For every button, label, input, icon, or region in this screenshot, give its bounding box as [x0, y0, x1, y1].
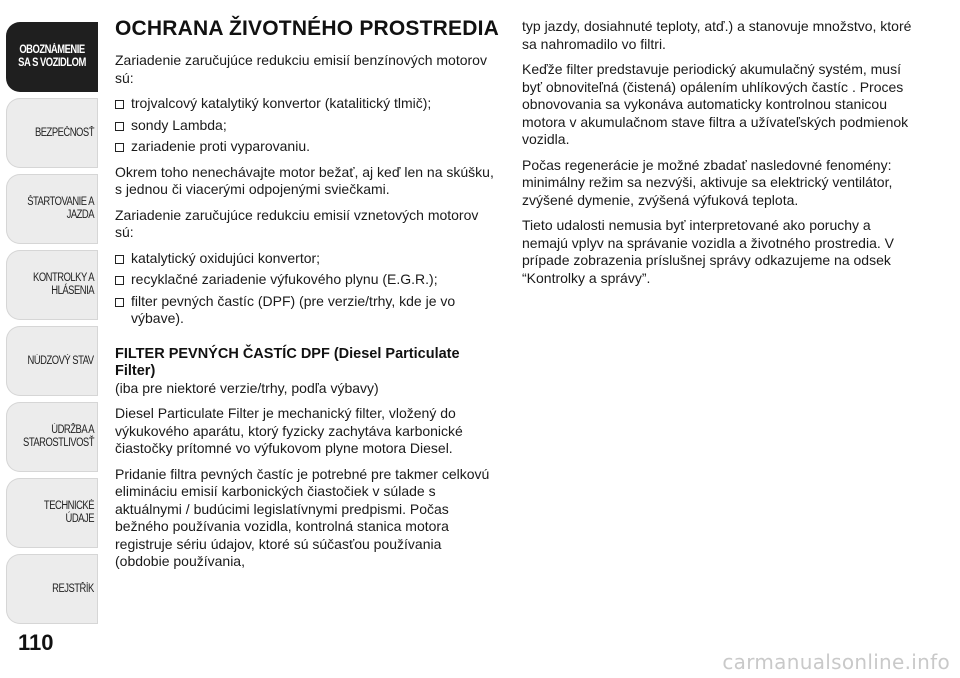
list-item-text: zariadenie proti vyparovaniu.: [131, 138, 310, 154]
list-item: [115, 293, 499, 328]
bullet-square-icon: [115, 255, 124, 264]
subsection-title: FILTER PEVNÝCH ČASTÍC DPF (Diesel Particulate Filter): [115, 345, 460, 379]
bullet-list: [115, 95, 499, 156]
list-item: [115, 95, 499, 113]
tab-label: ŠTARTOVANIE A JAZDA: [27, 196, 94, 221]
paragraph: Tieto udalosti nemusia byť interpretované ako poruchy a nemajú vplyv na správanie vozidla a životného prostredia. V prípade zobrazenia príslušnej správy odkazujeme na odsek “Kontrolky a správy”.: [522, 217, 894, 286]
tab-oboznamenie[interactable]: [6, 22, 98, 92]
paragraph: Keďže filter predstavuje periodický akumulačný systém, musí byť obnoviteľná (čistená) opálením uhlíkových častíc . Proces obnovovania sa vykonáva automaticky kontrolnou stanicou motora v akumulačnom stave filtra a užívateľských podmienok vozidla.: [522, 61, 909, 147]
paragraph: Pridanie filtra pevných častíc je potrebné pre takmer celkovú elimináciu emisií karbonických čiastočiek v súlade s aktuálnymi / budúcimi legislatívnymi predpismi. Počas bežného používania vozidla, kontrolná stanica motora registruje sériu údajov, ktoré sú súčasťou používania (obdobie používania,: [115, 465, 490, 569]
bullet-square-icon: [115, 122, 124, 131]
list-item-text: filter pevných častíc (DPF) (pre verzie/trhy, kde je vo výbave).: [131, 292, 456, 326]
list-item-text: katalytický oxidujúci konvertor;: [131, 249, 321, 266]
list-item-text: sondy Lambda;: [131, 116, 227, 133]
paragraph: Zariadenie zaručujúce redukciu emisií vznetových motorov sú:: [115, 206, 479, 240]
tab-label: TECHNICKÉ ÚDAJE: [43, 500, 94, 525]
paragraph: typ jazdy, dosiahnuté teploty, atď.) a stanovuje množstvo, ktoré sa nahromadilo vo filtri.: [522, 18, 912, 52]
bullet-square-icon: [115, 276, 124, 285]
tab-nudzovy-stav[interactable]: [6, 326, 98, 396]
list-item: [115, 117, 499, 135]
list-item: [115, 250, 499, 268]
bullet-square-icon: [115, 298, 124, 307]
tab-label: ÚDRŽBA A STAROSTLIVOSŤ: [23, 424, 94, 449]
paragraph: Diesel Particulate Filter je mechanický filter, vložený do výkukového aparátu, ktorý fyzicky zachytáva karbonické čiastočky prítomné vo výfukovom plyne motora Diesel.: [115, 405, 463, 456]
tab-rejstrik[interactable]: [6, 554, 98, 624]
tab-label: BEZPEČNOSŤ: [34, 126, 94, 139]
section-title: OCHRANA ŽIVOTNÉHO PROSTREDIA: [115, 17, 499, 40]
tab-bezpecnost[interactable]: [6, 98, 98, 168]
tab-label: OBOZNÁMENIE SA S VOZIDLOM: [18, 44, 86, 69]
right-column: [522, 18, 912, 295]
paragraph: Počas regenerácie je možné zbadať nasledovné fenomény: minimálny režim sa nezvýši, aktivuje sa elektrický ventilátor, zvýšené dymenie, zvýšená výfuková teplota.: [522, 156, 893, 208]
list-item-text: trojvalcový katalytiký konvertor (katalitický tlmič);: [131, 95, 432, 111]
list-item: [115, 271, 499, 289]
paragraph: Okrem toho nenechávajte motor bežať, aj keď len na skúšku, s jednou či viacerými odpojenými sviečkami.: [115, 163, 494, 197]
list-item: [115, 138, 499, 156]
watermark: carmanualsonline.info: [722, 650, 950, 674]
bullet-list: [115, 250, 499, 328]
bullet-square-icon: [115, 143, 124, 152]
paragraph: Zariadenie zaručujúce redukciu emisií benzínových motorov sú:: [115, 52, 487, 86]
tab-label: KONTROLKY A HLÁSENIA: [33, 272, 94, 297]
tab-kontrolky[interactable]: [6, 250, 98, 320]
tab-startovanie[interactable]: [6, 174, 98, 244]
tab-udrzba[interactable]: [6, 402, 98, 472]
tab-label: NÚDZOVÝ STAV: [27, 354, 94, 367]
tab-technicke-udaje[interactable]: [6, 478, 98, 548]
page-number: 110: [18, 630, 54, 655]
left-column: [115, 18, 499, 579]
list-item-text: recyklačné zariadenie výfukového plynu (E.G.R.);: [131, 271, 438, 287]
bullet-square-icon: [115, 100, 124, 109]
tab-label: REJSTŘÍK: [52, 582, 94, 595]
subsection-note: (iba pre niektoré verzie/trhy, podľa výbavy): [115, 379, 379, 396]
